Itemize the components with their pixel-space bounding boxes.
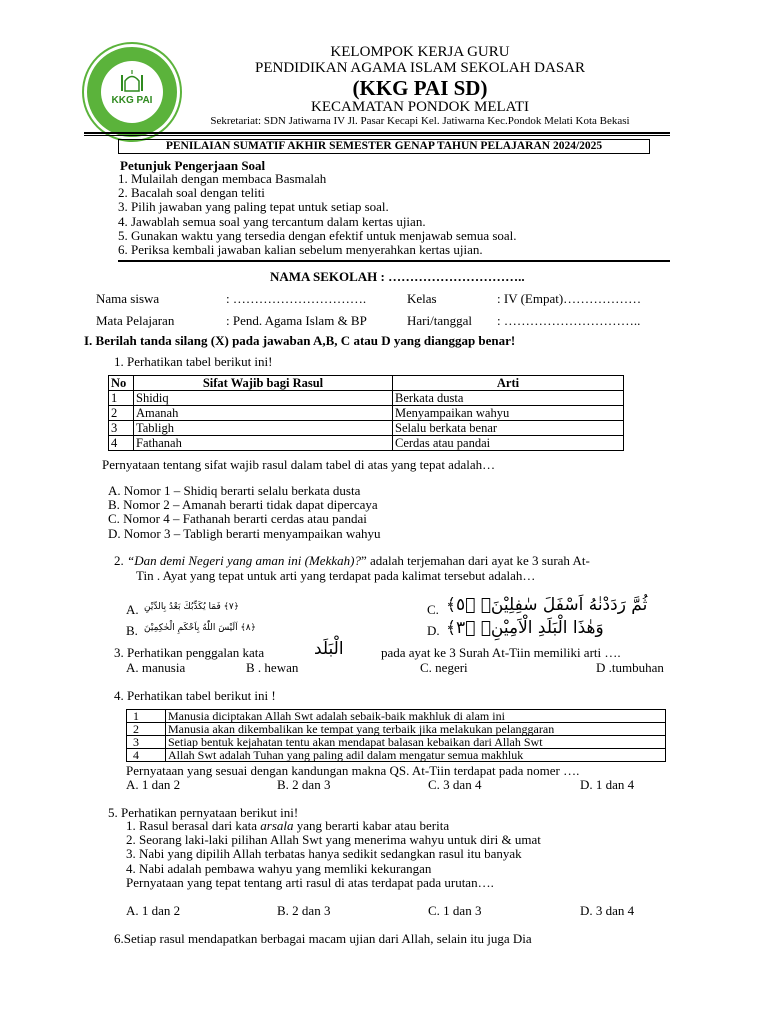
q3-stem-a: 3. Perhatikan penggalan kata (114, 645, 265, 660)
q2-option-a-arabic: ﴿٧﴾ فَمَا يُكَذِّبُكَ بَعْدُ بِالدِّيْنِ (144, 602, 240, 612)
answer-option[interactable]: B. 2 dan 3 (277, 777, 331, 792)
table-header-row (109, 376, 624, 391)
answer-option[interactable]: D. 3 dan 4 (580, 903, 635, 918)
instruction-item: 3. Pilih jawaban yang paling tepat untuk setiap soal. (118, 199, 389, 215)
statement-item: 4. Nabi adalah pembawa wahyu yang memliki kekurangan (126, 860, 432, 876)
q1-table (108, 375, 624, 451)
header-line1: KELOMPOK KERJA GURU (330, 44, 510, 60)
table-cell: Menyampaikan wahyu (393, 406, 624, 421)
q2-option-d-arabic: وَهٰذَا الْبَلَدِ الْاَمِيْنِۙ ﴿٣﴾ (446, 618, 604, 638)
answer-option[interactable]: A. manusia (126, 660, 186, 675)
table-cell: 4 (127, 749, 166, 762)
table-cell: Shidiq (134, 391, 393, 406)
q2-stem (114, 553, 674, 569)
header-title: (KKG PAI SD) (352, 76, 488, 100)
answer-option[interactable]: A. 1 dan 2 (126, 903, 181, 918)
q2-option-a-label[interactable]: A. (126, 602, 139, 617)
table-cell: 1 (109, 391, 134, 406)
table-cell: Tabligh (134, 421, 393, 436)
answer-option[interactable]: C. negeri (420, 660, 468, 675)
instruction-item: 5. Gunakan waktu yang tersedia dengan efektif untuk menjawab semua soal. (118, 227, 517, 243)
table-row (109, 421, 624, 436)
table-header: No (109, 376, 134, 391)
student-name-label: Nama siswa (96, 291, 160, 306)
q5-statements (126, 819, 541, 890)
q5-question: Pernyataan yang tepat tentang arti rasul di atas terdapat pada urutan…. (126, 874, 494, 890)
table-cell: Allah Swt adalah Tuhan yang paling adil dalam mengatur semua makhluk (166, 749, 666, 762)
q3-stem-b: pada ayat ke 3 Surah At-Tiin memiliki arti …. (381, 645, 621, 660)
table-row (127, 749, 666, 762)
q6-stem: 6.Setiap rasul mendapatkan berbagai macam ujian dari Allah, selain itu juga Dia (114, 931, 532, 946)
q2-option-b-arabic: ﴿٨﴾ اَلَيْسَ اللّٰهُ بِاَحْكَمِ الْحٰكِمِيْنَ (144, 623, 256, 633)
table-row (127, 710, 666, 723)
answer-option[interactable]: A. Nomor 1 – Shidiq berarti selalu berkata dusta (108, 483, 361, 498)
table-cell: Setiap bentuk kejahatan tentu akan mendapat balasan kebaikan dari Allah Swt (166, 736, 666, 749)
q2-number: 2. (114, 553, 124, 568)
class-field[interactable]: : IV (Empat)……………… (497, 291, 642, 306)
q2-option-c-label[interactable]: C. (427, 602, 439, 617)
answer-option[interactable]: C. 3 dan 4 (428, 777, 482, 792)
table-row (127, 723, 666, 736)
school-name-field[interactable]: NAMA SEKOLAH : ………………………….. (270, 269, 525, 284)
table-cell: Manusia diciptakan Allah Swt adalah sebaik-baik makhluk di alam ini (166, 710, 666, 723)
q2-stem-line2: Tin . Ayat yang tepat untuk arti yang terdapat pada kalimat tersebut adalah… (136, 568, 536, 583)
table-cell: Manusia akan dikembalikan ke tempat yang terbaik jika melakukan pelanggaran (166, 723, 666, 736)
date-label: Hari/tanggal (407, 313, 472, 328)
kkg-logo (84, 44, 180, 140)
header-secretariat: Sekretariat: SDN Jatiwarna IV Jl. Pasar Kecapi Kel. Jatiwarna Kec.Pondok Melati Kota Bekasi (210, 115, 630, 127)
instructions-rule (118, 260, 670, 262)
q2-option-c-arabic: ثُمَّ رَدَدْنٰهُ اَسْفَلَ سٰفِلِيْنَۙ ﴿٥﴾ (446, 595, 648, 615)
subject-value: : Pend. Agama Islam & BP (226, 313, 367, 328)
statement-item (126, 819, 541, 833)
q1-options (108, 484, 381, 541)
table-cell: Fathanah (134, 436, 393, 451)
answer-option[interactable]: C. Nomor 4 – Fathanah berarti cerdas atau pandai (108, 511, 367, 527)
header-line2: PENDIDIKAN AGAMA ISLAM SEKOLAH DASAR (254, 60, 585, 76)
table-cell: 3 (127, 736, 166, 749)
statement-text: 1. Rasul berasal dari kata (126, 818, 261, 833)
mosque-icon (119, 69, 145, 93)
answer-option[interactable]: C. 1 dan 3 (428, 903, 482, 918)
table-row (127, 736, 666, 749)
logo-text: KKG PAI (111, 95, 153, 106)
statement-italic-word: arsala (260, 818, 294, 833)
table-cell: Berkata dusta (393, 391, 624, 406)
answer-option[interactable]: B . hewan (246, 660, 299, 675)
logo-inner (101, 61, 163, 123)
statement-text: yang berarti kabar atau berita (293, 818, 450, 833)
q4-table (126, 709, 666, 762)
q2-option-b-label[interactable]: B. (126, 623, 138, 638)
table-cell: 2 (127, 723, 166, 736)
instruction-item: 1. Mulailah dengan membaca Basmalah (118, 171, 327, 186)
table-header: Sifat Wajib bagi Rasul (134, 376, 393, 391)
q4-question: Pernyataan yang sesuai dengan kandungan makna QS. At-Tiin terdapat pada nomer …. (126, 763, 580, 778)
header-rule-thin (84, 135, 670, 136)
answer-option[interactable]: A. 1 dan 2 (126, 777, 181, 792)
header-district: KECAMATAN PONDOK MELATI (311, 99, 529, 115)
q3-arabic-word: الْبَلَد (314, 639, 344, 659)
instruction-item: 6. Periksa kembali jawaban kalian sebelum menyerahkan kertas ujian. (118, 242, 483, 258)
answer-option[interactable]: D .tumbuhan (596, 660, 664, 675)
header-rule-thick (84, 132, 670, 134)
answer-option[interactable]: D. 1 dan 4 (580, 777, 635, 792)
table-cell: Selalu berkata benar (393, 421, 624, 436)
answer-option[interactable]: B. 2 dan 3 (277, 903, 331, 918)
table-cell: Amanah (134, 406, 393, 421)
date-field[interactable]: : ………………………….. (497, 313, 641, 328)
table-row (109, 436, 624, 451)
subject-label: Mata Pelajaran (96, 313, 175, 328)
table-row (109, 391, 624, 406)
table-row (109, 406, 624, 421)
q4-stem: 4. Perhatikan tabel berikut ini ! (114, 688, 276, 703)
table-cell: 1 (127, 710, 166, 723)
table-header: Arti (393, 376, 624, 391)
answer-option[interactable]: D. Nomor 3 – Tabligh berarti menyampaikan wahyu (108, 525, 381, 541)
section-1-instruction: I. Berilah tanda silang (X) pada jawaban A,B, C atau D yang dianggap benar! (84, 333, 516, 348)
table-cell: 2 (109, 406, 134, 421)
exam-banner: PENILAIAN SUMATIF AKHIR SEMESTER GENAP TAHUN PELAJARAN 2024/2025 (118, 139, 650, 154)
table-cell: Cerdas atau pandai (393, 436, 624, 451)
table-cell: 4 (109, 436, 134, 451)
q2-quote: “Dan demi Negeri yang aman ini (Mekkah)? (127, 553, 361, 568)
q2-stem-rest: ” adalah terjemahan dari ayat ke 3 surah At- (360, 553, 590, 568)
answer-option[interactable]: B. Nomor 2 – Amanah berarti tidak dapat dipercaya (108, 497, 378, 513)
class-label: Kelas (407, 291, 437, 306)
instruction-item: 2. Bacalah soal dengan teliti (118, 185, 265, 201)
instruction-item: 4. Jawablah semua soal yang tercantum dalam kertas ujian. (118, 213, 426, 229)
q2-option-d-label[interactable]: D. (427, 623, 440, 638)
statement-item: 2. Seorang laki-laki pilihan Allah Swt yang menerima wahyu untuk diri & umat (126, 832, 541, 848)
q1-question: Pernyataan tentang sifat wajib rasul dalam tabel di atas yang tepat adalah… (102, 457, 496, 472)
q5-stem: 5. Perhatikan pernyataan berikut ini! (108, 805, 299, 820)
table-cell: 3 (109, 421, 134, 436)
instructions-title: Petunjuk Pengerjaan Soal (120, 158, 266, 173)
student-name-field[interactable]: : …………………………. (226, 291, 367, 306)
instructions-list (118, 172, 517, 257)
q1-stem: 1. Perhatikan tabel berikut ini! (114, 354, 273, 369)
statement-item: 3. Nabi yang dipilih Allah terbatas hanya sedikit sedangkan rasul itu banyak (126, 846, 522, 862)
